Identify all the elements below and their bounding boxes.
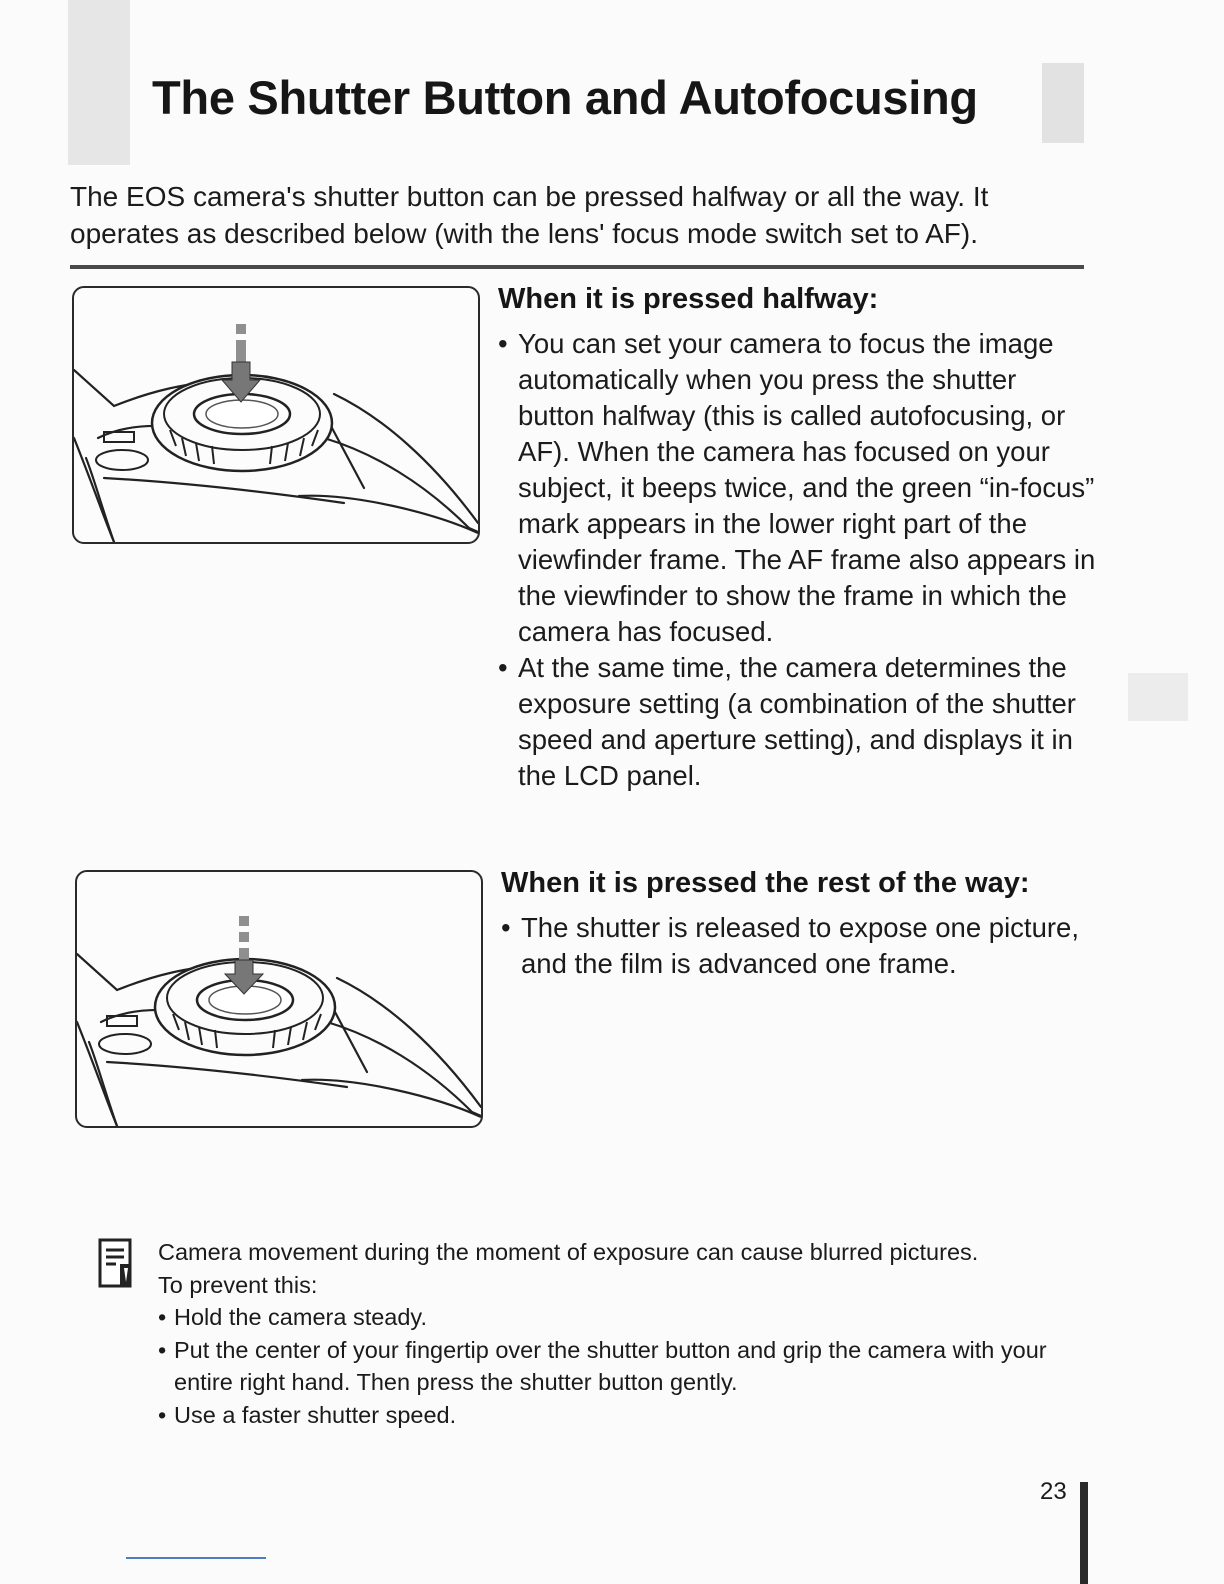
bottom-rule xyxy=(126,1557,266,1559)
page-title: The Shutter Button and Autofocusing xyxy=(152,71,978,124)
illustration-full-press xyxy=(75,870,483,1128)
list-item: • Hold the camera steady. xyxy=(158,1301,1078,1334)
halfway-bullet-list xyxy=(498,326,1098,794)
section-heading-full-press: When it is pressed the rest of the way: xyxy=(501,867,1030,899)
section-full-press xyxy=(501,864,1101,982)
memo-note xyxy=(158,1236,1078,1431)
list-item: • At the same time, the camera determines the exposure setting (a combination of the shutter speed and aperture setting), and displays it in the LCD panel. xyxy=(498,650,1098,794)
illustration-halfway-press xyxy=(72,286,480,544)
list-item: • The shutter is released to expose one picture, and the film is advanced one frame. xyxy=(501,910,1101,982)
title-marker-right xyxy=(1042,63,1084,143)
section-divider xyxy=(70,265,1084,269)
side-index-tab xyxy=(1128,673,1188,721)
memo-icon xyxy=(98,1238,136,1290)
section-halfway xyxy=(498,280,1098,794)
note-bullet-list xyxy=(158,1301,1078,1431)
full-press-bullet-list xyxy=(501,910,1101,982)
note-line: To prevent this: xyxy=(158,1271,318,1298)
list-item: • Put the center of your fingertip over the shutter button and grip the camera with your entire right hand. Then press the shutter button gently. xyxy=(158,1334,1078,1399)
list-item: • Use a faster shutter speed. xyxy=(158,1399,1078,1432)
section-heading-halfway: When it is pressed halfway: xyxy=(498,283,879,315)
chapter-tab-left xyxy=(68,0,130,165)
page-edge-bar xyxy=(1080,1482,1088,1584)
note-line: Camera movement during the moment of exposure can cause blurred pictures. xyxy=(158,1239,979,1265)
shutter-halfway-drawing xyxy=(74,288,478,542)
page-number: 23 xyxy=(1040,1478,1067,1505)
shutter-full-press-drawing xyxy=(77,872,481,1126)
intro-paragraph: The EOS camera's shutter button can be pressed halfway or all the way. It operates as described below (with the lens' focus mode switch set to AF). xyxy=(70,181,989,249)
list-item: • You can set your camera to focus the image automatically when you press the shutter button halfway (this is called autofocusing, or AF). When the camera has focused on your subject, it beeps twice, and the green “in-focus” mark appears in the lower right part of the viewfinder frame. The AF frame also appears in the viewfinder to show the frame in which the camera has focused. xyxy=(498,326,1098,650)
